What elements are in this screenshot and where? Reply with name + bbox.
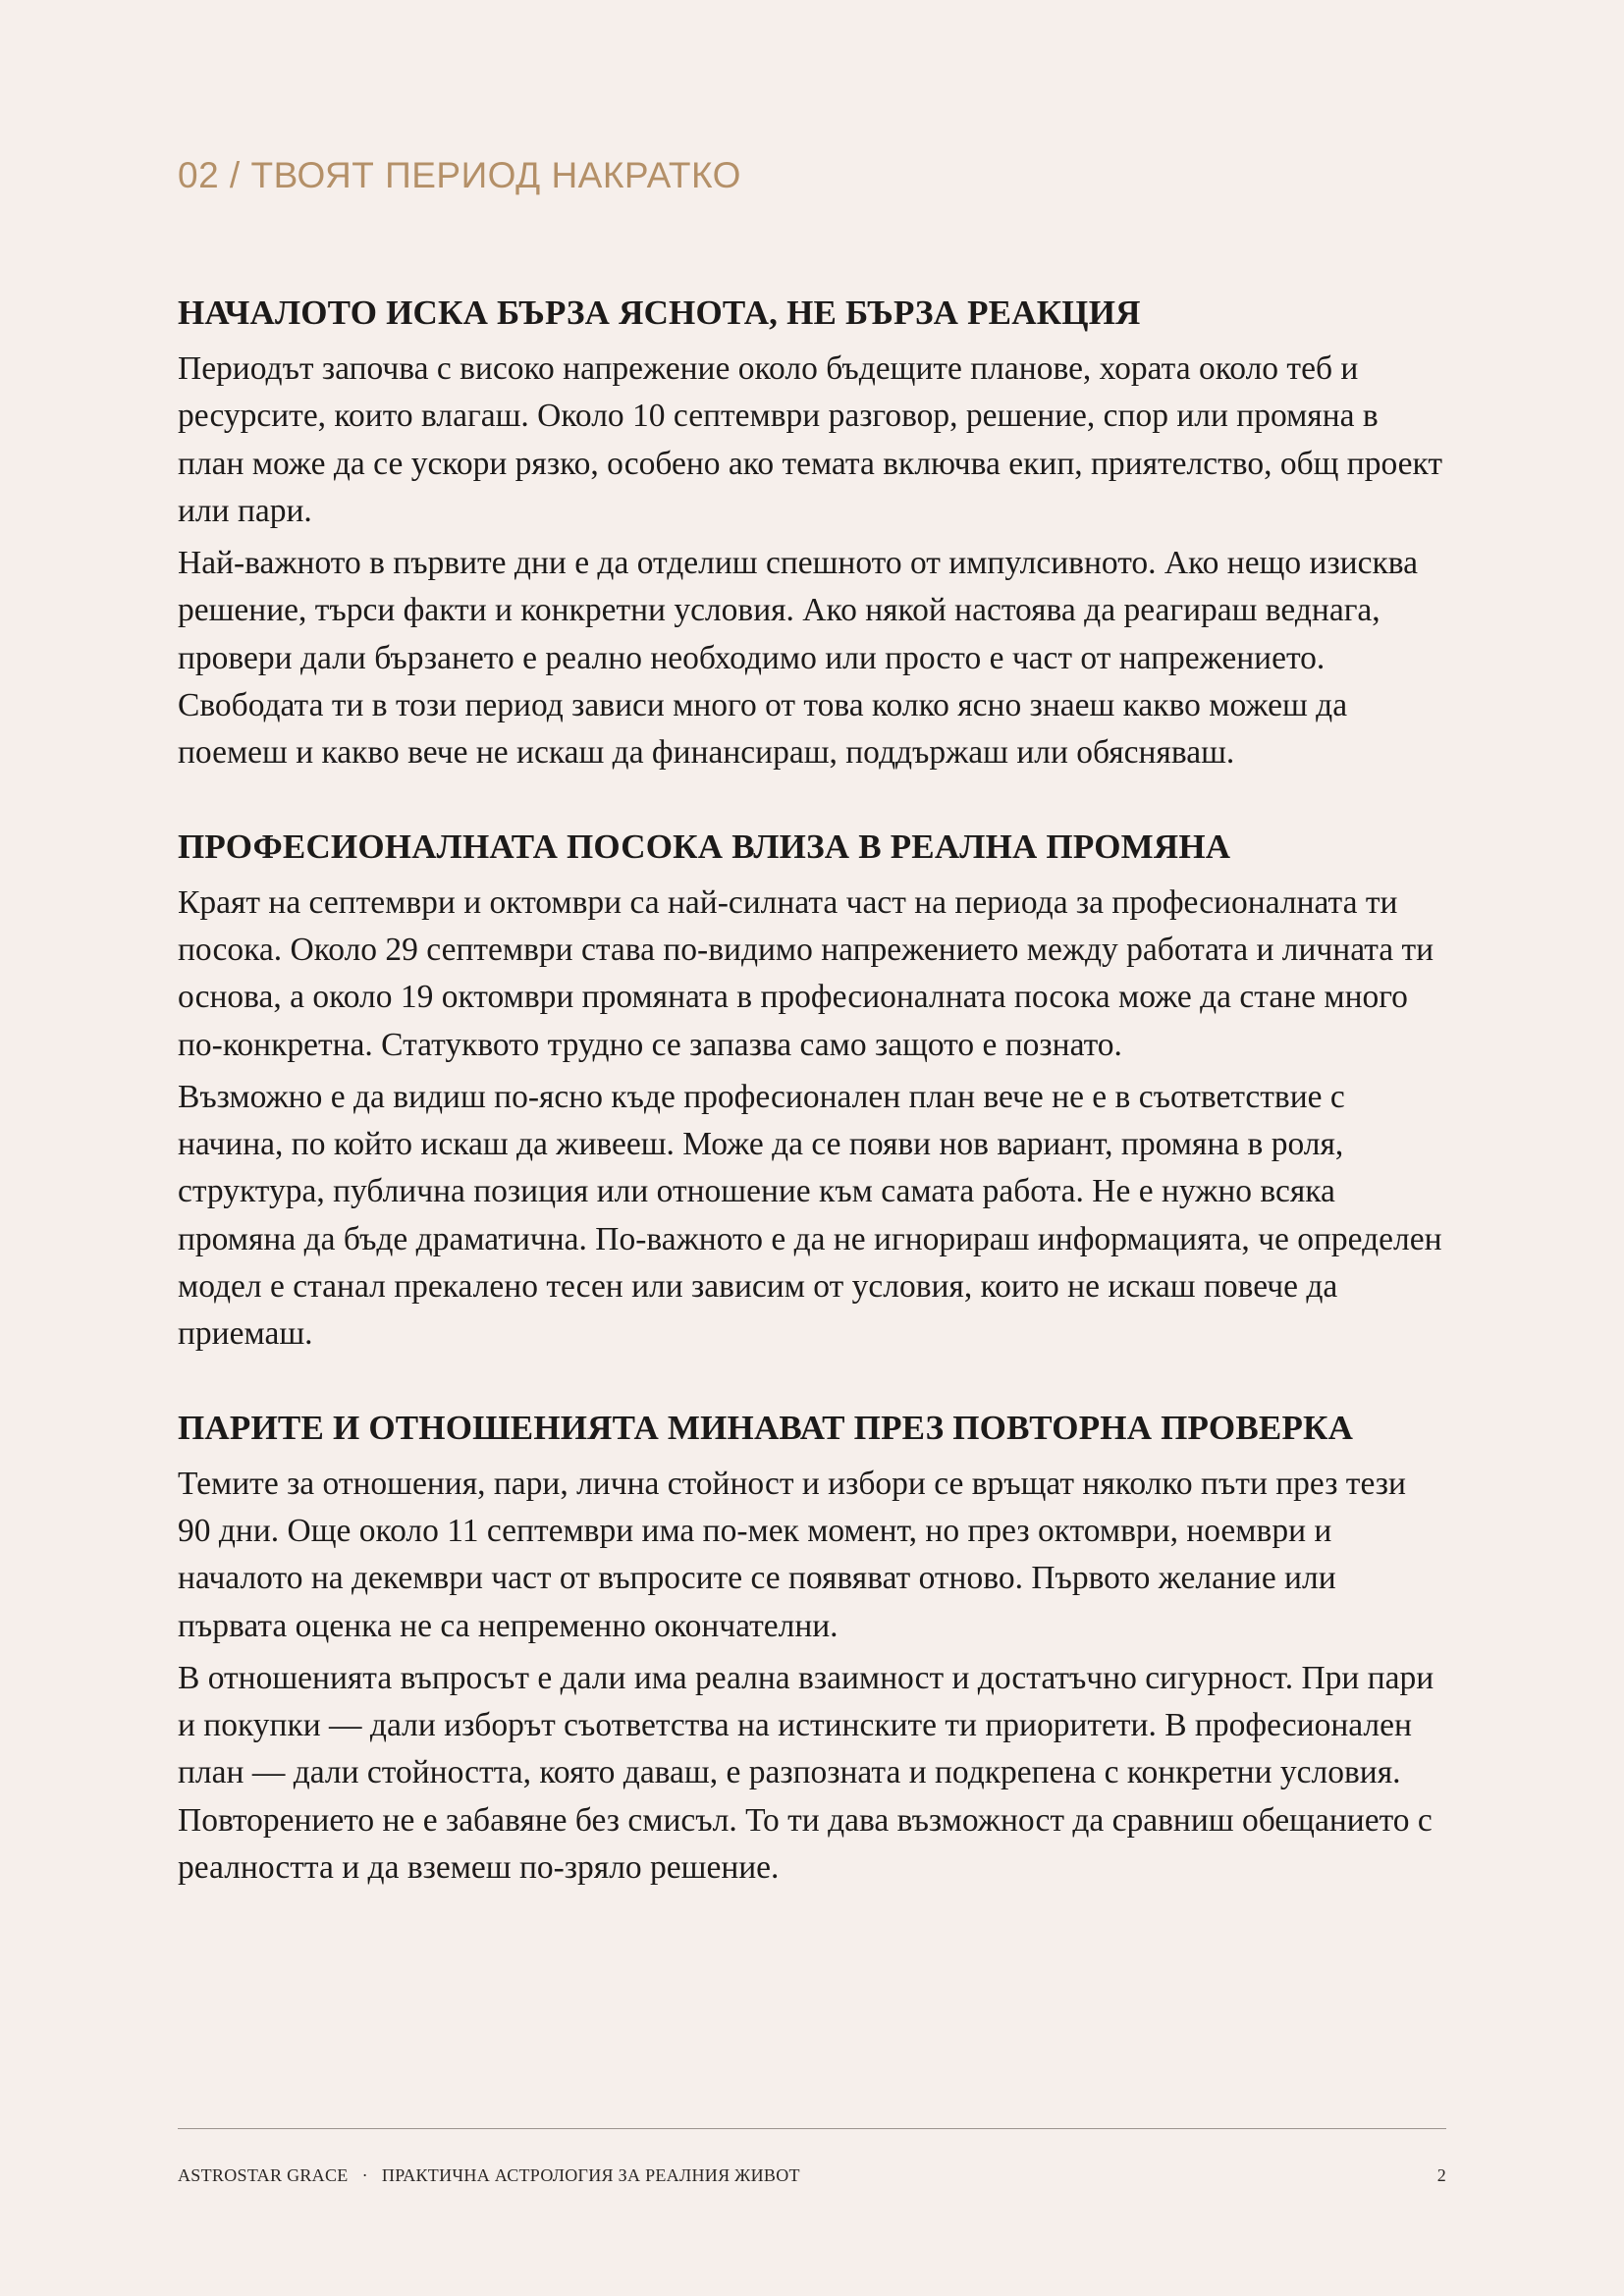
section-title: НАЧАЛОТО ИСКА БЪРЗА ЯСНОТА, НЕ БЪРЗА РЕАКЦИЯ	[178, 294, 1141, 332]
paragraph: Най-важното в първите дни е да отделиш спешното от импулсивното. Ако нещо изисква решение, търси факти и конкретни условия. Ако някой настоява да реагираш веднага, провери дали бързането е реално необходимо или просто е част от напрежението. Свободата ти в този период зависи много от това колко ясно знаеш какво можеш да поемеш и какво вече не искаш да финансираш, поддържаш или обясняваш.	[178, 545, 1418, 772]
document-page	[178, 0, 1446, 2296]
section-title: ПАРИТЕ И ОТНОШЕНИЯТА МИНАВАТ ПРЕЗ ПОВТОРНА ПРОВЕРКА	[178, 1408, 1354, 1447]
section-career-direction	[178, 823, 1446, 1359]
footer-separator: ·	[361, 2165, 368, 2185]
footer-divider	[178, 2128, 1446, 2129]
page-number: 2	[1436, 2165, 1446, 2185]
main-content	[178, 289, 1446, 1937]
paragraph: Възможно е да видиш по-ясно къде професионален план вече не е в съответствие с начина, по който искаш да живееш. Може да се появи нов вариант, промяна в роля, структура, публична позиция или отношение към самата работа. Не е нужно всяка промяна да бъде драматична. По-важното е да не игнорираш информацията, че определен модел е станал прекалено тесен или зависим от условия, които не искаш повече да приемаш.	[178, 1078, 1442, 1353]
paragraph: Краят на септември и октомври са най-силната част на периода за професионалната ти посока. Около 29 септември става по-видимо напрежението между работата и личната ти основа, а около 19 октомври промяната в професионалната посока може да стане много по-конкретна. Статуквото трудно се запазва само защото е познато.	[178, 883, 1435, 1063]
paragraph: В отношенията въпросът е дали има реална взаимност и достатъчно сигурност. При пари и покупки — дали изборът съответства на истинските ти приоритети. В професионален план — дали стойността, която даваш, е разпозната и подкрепена с конкретни условия. Повторението не е забавяне без смисъл. То ти дава възможност да сравниш обещанието с реалността и да вземеш по-зряло решение.	[178, 1659, 1435, 1887]
paragraph: Периодът започва с високо напрежение около бъдещите планове, хората около теб и ресурсите, които влагаш. Около 10 септември разговор, решение, спор или промяна в план може да се ускори рязко, особено ако темата включва екип, приятелство, общ проект или пари.	[178, 350, 1442, 529]
footer-tagline: ПРАКТИЧНА АСТРОЛОГИЯ ЗА РЕАЛНИЯ ЖИВОТ	[381, 2165, 800, 2185]
paragraph: Темите за отношения, пари, лична стойност и избори се връщат няколко пъти през тези 90 дни. Още около 11 септември има по-мек момент, но през октомври, ноември и началото на декември част от въпросите се появяват отново. Първото желание или първата оценка не са непременно окончателни.	[178, 1465, 1406, 1644]
page-title: 02 / ТВОЯТ ПЕРИОД НАКРАТКО	[178, 155, 741, 195]
footer-brand: ASTROSTAR GRACE	[178, 2165, 349, 2185]
section-title: ПРОФЕСИОНАЛНАТА ПОСОКА ВЛИЗА В РЕАЛНА ПРОМЯНА	[178, 827, 1231, 866]
section-start-clarity	[178, 289, 1446, 777]
section-money-relationships	[178, 1404, 1446, 1893]
page-footer	[178, 2165, 1446, 2186]
